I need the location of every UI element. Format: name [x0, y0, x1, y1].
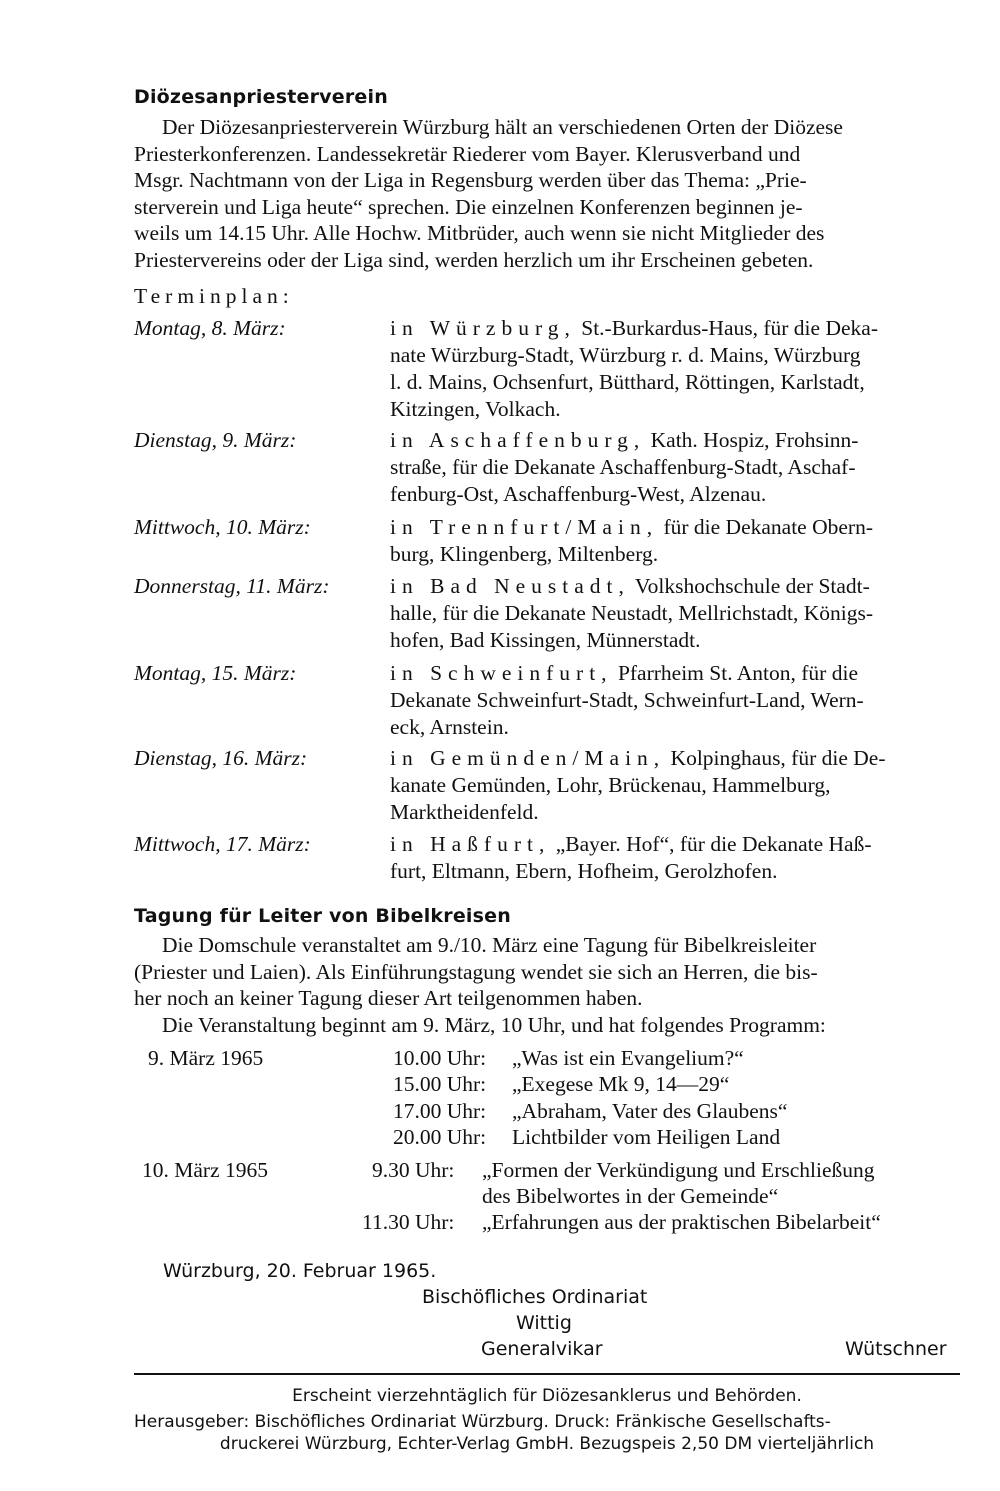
section-heading-priesterverein: Diözesanpriesterverein — [134, 86, 388, 108]
section-heading-bibelkreise: Tagung für Leiter von Bibelkreisen — [134, 905, 511, 927]
termin-description — [390, 514, 962, 568]
paragraph-line: sterverein und Liga heute“ sprechen. Die einzelnen Konferenzen beginnen je- — [134, 194, 803, 219]
termin-line: nate Würzburg-Stadt, Würzburg r. d. Mains, Würzburg — [390, 343, 861, 367]
termin-line: Kolpinghaus, für die De- — [670, 746, 886, 770]
footer-divider — [134, 1373, 960, 1375]
footer-line: Herausgeber: Bischöfliches Ordinariat Würzburg. Druck: Fränkische Gesellschafts- — [134, 1412, 831, 1432]
termin-line: für die Dekanate Obern- — [663, 515, 873, 539]
footer-line: druckerei Würzburg, Echter-Verlag GmbH. Bezugspeis 2,50 DM vierteljährlich — [219, 1434, 875, 1454]
termin-line: halle, für die Dekanate Neustadt, Mellrichstadt, Königs- — [390, 601, 874, 625]
paragraph-line: Die Veranstaltung beginnt am 9. März, 10 Uhr, und hat folgendes Programm: — [162, 1012, 826, 1037]
termin-date: Mittwoch, 17. März: — [134, 832, 311, 856]
program-title: „Abraham, Vater des Glaubens“ — [512, 1099, 788, 1123]
program-title-continued: des Bibelwortes in der Gemeinde“ — [482, 1184, 779, 1208]
termin-date: Dienstag, 9. März: — [134, 428, 297, 452]
termin-date: Dienstag, 16. März: — [134, 746, 308, 770]
termin-line: Dekanate Schweinfurt-Stadt, Schweinfurt-Land, Wern- — [390, 688, 864, 712]
termin-line: fenburg-Ost, Aschaffenburg-West, Alzenau. — [390, 482, 767, 506]
termin-date: Donnerstag, 11. März: — [134, 574, 330, 598]
termin-place: in Haßfurt, — [390, 832, 551, 856]
program-day: 9. März 1965 — [148, 1046, 264, 1070]
termin-description — [390, 315, 962, 423]
termin-date: Mittwoch, 10. März: — [134, 515, 311, 539]
termin-place: in Aschaffenburg, — [390, 428, 646, 452]
termin-line: „Bayer. Hof“, für die Dekanate Haß- — [555, 832, 872, 856]
paragraph-line: Die Domschule veranstaltet am 9./10. März eine Tagung für Bibelkreisleiter — [162, 933, 817, 957]
termin-line: Pfarrheim St. Anton, für die — [617, 661, 858, 685]
priesterverein-paragraph — [134, 114, 960, 273]
termin-line: Kitzingen, Volkach. — [390, 397, 561, 421]
termin-date: Montag, 8. März: — [134, 316, 286, 340]
signature-office: Bischöfliches Ordinariat — [422, 1286, 648, 1308]
bibelkreise-paragraph — [134, 932, 960, 1038]
paragraph-line: Msgr. Nachtmann von der Liga in Regensburg werden über das Thema: „Prie- — [134, 168, 807, 192]
program-title: „Erfahrungen aus der praktischen Bibelarbeit“ — [482, 1210, 881, 1234]
termin-description — [390, 831, 962, 885]
program-title: „Exegese Mk 9, 14—29“ — [512, 1072, 730, 1096]
signature-name: Wittig — [516, 1312, 572, 1334]
paragraph-line: Priesterkonferenzen. Landessekretär Riederer vom Bayer. Klerusverband und — [134, 141, 801, 166]
program-time: 17.00 Uhr: — [393, 1099, 487, 1123]
footer-line: Erscheint vierzehntäglich für Diözesanklerus und Behörden. — [292, 1386, 802, 1406]
program-title: „Was ist ein Evangelium?“ — [512, 1046, 744, 1070]
program-title: Lichtbilder vom Heiligen Land — [512, 1125, 781, 1149]
termin-place: in Bad Neustadt, — [390, 574, 630, 598]
termin-date: Montag, 15. März: — [134, 661, 297, 685]
termin-description — [390, 427, 962, 508]
termin-line: Volkshochschule der Stadt- — [634, 574, 870, 598]
program-day: 10. März 1965 — [142, 1158, 268, 1182]
program-time: 20.00 Uhr: — [393, 1125, 487, 1149]
program-time: 15.00 Uhr: — [393, 1072, 487, 1096]
termin-place: in Schweinfurt, — [390, 661, 613, 685]
place-date: Würzburg, 20. Februar 1965. — [163, 1260, 437, 1282]
termin-line: furt, Eltmann, Ebern, Hofheim, Gerolzhofen. — [390, 859, 778, 883]
termin-description — [390, 745, 962, 826]
terminplan-label: Terminplan: — [134, 284, 294, 308]
paragraph-line: her noch an keiner Tagung dieser Art teilgenommen haben. — [134, 986, 643, 1010]
program-time: 9.30 Uhr: — [372, 1158, 455, 1182]
termin-description — [390, 573, 962, 654]
termin-description — [390, 660, 962, 741]
termin-place: in Würzburg, — [390, 316, 576, 340]
paragraph-line: Der Diözesanpriesterverein Würzburg hält an verschiedenen Orten der Diözese — [162, 115, 843, 139]
termin-line: kanate Gemünden, Lohr, Brückenau, Hammelburg, — [390, 773, 831, 797]
signature-cosigner: Wütschner — [845, 1338, 947, 1360]
paragraph-line: weils um 14.15 Uhr. Alle Hochw. Mitbrüder, auch wenn sie nicht Mitglieder des — [134, 221, 825, 245]
termin-line: eck, Arnstein. — [390, 715, 509, 739]
termin-line: Marktheidenfeld. — [390, 800, 539, 824]
termin-line: burg, Klingenberg, Miltenberg. — [390, 542, 659, 566]
program-title: „Formen der Verkündigung und Erschließung — [482, 1158, 875, 1182]
termin-line: straße, für die Dekanate Aschaffenburg-Stadt, Aschaf- — [390, 455, 856, 479]
termin-line: Kath. Hospiz, Frohsinn- — [650, 428, 859, 452]
program-time: 11.30 Uhr: — [362, 1210, 455, 1234]
paragraph-line: (Priester und Laien). Als Einführungstagung wendet sie sich an Herren, die bis- — [134, 959, 818, 984]
termin-place: in Trennfurt/Main, — [390, 515, 659, 539]
termin-place: in Gemünden/Main, — [390, 746, 666, 770]
termin-line: hofen, Bad Kissingen, Münnerstadt. — [390, 628, 701, 652]
termin-line: l. d. Mains, Ochsenfurt, Bütthard, Röttingen, Karlstadt, — [390, 370, 865, 394]
termin-line: St.-Burkardus-Haus, für die Deka- — [581, 316, 878, 340]
program-time: 10.00 Uhr: — [393, 1046, 487, 1070]
paragraph-line: Priestervereins oder der Liga sind, werden herzlich um ihr Erscheinen gebeten. — [134, 247, 814, 272]
signature-role: Generalvikar — [481, 1338, 603, 1360]
